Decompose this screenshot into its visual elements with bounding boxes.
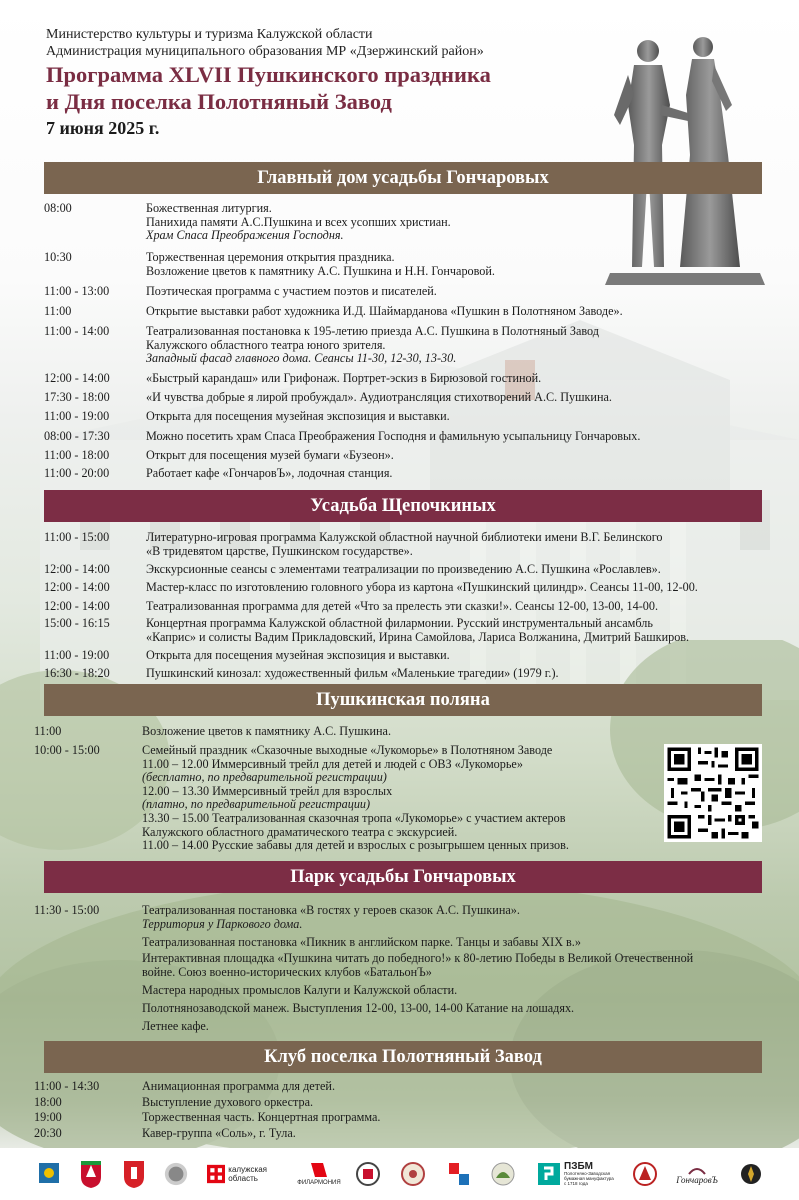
museum-seal-icon — [163, 1156, 189, 1192]
pzbm-subtitle: Полотняно-Заводская бумажная мануфактура с 1718 года — [564, 1171, 614, 1186]
pzbm-logo — [537, 1156, 617, 1192]
event-text: Пушкинский кинозал: художественный фильм «Маленькие трагедии» (1979 г.). — [146, 666, 559, 680]
event-text: Театрализованная постановка «Пикник в английском парке. Танцы и забавы XIX в.» — [142, 935, 581, 949]
event-time: 11:00 - 14:30 — [34, 1079, 100, 1093]
event-text: «И чувства добрые я лирой пробуждал». Аудиотрансляция стихотворений А.С. Пушкина. — [146, 390, 612, 404]
event-text: Открытие выставки работ художника И.Д. Шаймарданова «Пушкин в Полотняном Заводе». — [146, 304, 623, 318]
round-emblem-icon — [490, 1156, 516, 1192]
event-text: Экскурсионные сеансы с элементами театрализации по произведению А.С. Пушкина «Рославлев». — [146, 562, 661, 576]
kaluga-logo-text-2: область — [228, 1174, 258, 1183]
event-text: Торжественная церемония открытия праздника. — [146, 250, 395, 264]
event-note: (платно, по предварительной регистрации) — [142, 797, 371, 812]
event-time: 12:00 - 14:00 — [44, 371, 110, 385]
section-title-pushkin-glade: Пушкинская поляна — [44, 684, 762, 716]
event-text: 12.00 – 13.30 Иммерсивный трейл для взрослых — [142, 783, 393, 798]
event-time: 08:00 - 17:30 — [44, 429, 110, 443]
event-time: 17:30 - 18:00 — [44, 390, 110, 404]
event-text: Открыта для посещения музейная экспозиция и выставки. — [146, 648, 450, 662]
ministry-line-2: Администрация муниципального образования МР «Дзержинский район» — [46, 44, 484, 59]
event-text: Возложение цветов к памятнику А.С. Пушкина. — [142, 724, 392, 738]
orange-blue-logo — [446, 1156, 472, 1192]
event-text: Концертная программа Калужской областной филармонии. Русский инструментальный ансамбль — [146, 616, 653, 630]
event-text: Божественная литургия. — [146, 201, 272, 215]
theatre-logo — [355, 1156, 381, 1192]
event-time: 18:00 — [34, 1095, 62, 1109]
goncharov-text: ГончаровЪ — [676, 1174, 718, 1185]
event-text: войне. Союз военно-исторических клубов «БатальонЪ» — [142, 964, 432, 979]
event-text: Театрализованная постановка «В гостях у героев сказок А.С. Пушкина». — [142, 903, 520, 917]
goncharov-logo — [676, 1156, 718, 1192]
event-text: Мастер-класс по изготовлению головного убора из картона «Пушкинский цилиндр». Сеансы 11-00, 12-00. — [146, 580, 698, 594]
event-text: Калужского областного театра юного зрителя. — [146, 337, 386, 352]
event-time: 10:00 - 15:00 — [34, 743, 100, 757]
kaluga-oblast-logo — [207, 1156, 267, 1192]
event-time: 11:00 - 14:00 — [44, 324, 110, 338]
event-text: Панихида памяти А.С.Пушкина и всех усопших христиан. — [146, 214, 451, 229]
section-title-shchepochkin-estate: Усадьба Щепочкиных — [44, 490, 762, 522]
event-text: Кавер-группа «Соль», г. Тула. — [142, 1126, 296, 1140]
pushkin-goncharova-statue-image — [600, 35, 765, 285]
event-time: 11:00 — [34, 724, 62, 738]
event-text: Работает кафе «ГончаровЪ», лодочная станция. — [146, 466, 393, 480]
event-text: Возложение цветов к памятнику А.С. Пушкина и Н.Н. Гончаровой. — [146, 263, 495, 278]
event-time: 16:30 - 18:20 — [44, 666, 110, 680]
black-emblem-icon — [738, 1156, 764, 1192]
pzbm-text: ПЗБМ — [564, 1161, 593, 1172]
event-text: Калужского областного драматического театра с экскурсией. — [142, 824, 458, 839]
philharmonia-text: ФИЛАРМОНИЯ — [297, 1179, 341, 1186]
event-text: Семейный праздник «Сказочные выходные «Лукоморье» в Полотняном Заводе — [142, 743, 553, 757]
section-title-main-house: Главный дом усадьбы Гончаровых — [44, 162, 762, 194]
event-text: Театрализованная программа для детей «Что за прелесть эти сказки!». Сеансы 12-00, 13-00, 14-00. — [146, 599, 659, 613]
event-text: Открыт для посещения музей бумаги «Бузеон». — [146, 448, 394, 462]
event-time: 11:00 - 20:00 — [44, 466, 110, 480]
event-time: 10:30 — [44, 250, 72, 264]
event-date: 7 июня 2025 г. — [46, 118, 160, 138]
ministry-logo — [36, 1156, 62, 1192]
section-title-goncharov-park: Парк усадьбы Гончаровых — [44, 861, 762, 893]
event-text: Торжественная часть. Концертная программа. — [142, 1110, 381, 1124]
event-time: 20:30 — [34, 1126, 62, 1140]
event-text: Театрализованная постановка к 195-летию приезда А.С. Пушкина в Полотняный Завод — [146, 324, 599, 338]
event-text: Мастера народных промыслов Калуги и Калужской области. — [142, 983, 458, 997]
event-note: Территория у Паркового дома. — [142, 916, 303, 931]
header — [46, 26, 606, 139]
title-line-1: Программа XLVII Пушкинского праздника — [46, 62, 491, 87]
event-text: «Быстрый карандаш» или Грифонаж. Портрет-эскиз в Бирюзовой гостиной. — [146, 371, 542, 385]
event-text: «В тридевятом царстве, Пушкинском государстве». — [146, 543, 413, 558]
event-time: 08:00 — [44, 201, 72, 215]
event-text: «Каприс» и солисты Вадим Прикладовский, Ирина Самойлова, Лариса Волжанина, Дмитрий Башкиров. — [146, 629, 690, 644]
event-note: (бесплатно, по предварительной регистрации) — [142, 770, 387, 785]
event-text: 11.00 – 12.00 Иммерсивный трейл для детей и людей с ОВЗ «Лукоморье» — [142, 756, 523, 771]
trees-background — [0, 640, 799, 1150]
event-time: 11:30 - 15:00 — [34, 903, 100, 917]
event-time: 11:00 - 15:00 — [44, 530, 110, 544]
event-text: 11.00 – 14.00 Русские забавы для детей и взрослых с розыгрышем ценных призов. — [142, 838, 569, 853]
library-logo — [400, 1156, 426, 1192]
sponsor-logos — [0, 1148, 799, 1200]
event-text: Литературно-игровая программа Калужской областной научной библиотеки имени В.Г. Белинского — [146, 530, 663, 544]
event-time: 15:00 - 16:15 — [44, 616, 110, 630]
red-crest-icon — [632, 1156, 658, 1192]
event-text: Интерактивная площадка «Пушкина читать до победного!» к 80-летию Победы в Великой Отечественной — [142, 951, 694, 965]
title-line-2: и Дня поселка Полотняный Завод — [46, 89, 392, 114]
event-note: Храм Спаса Преображения Господня. — [146, 228, 344, 243]
dzerzhinsky-district-emblem-icon — [121, 1156, 147, 1192]
event-time: 11:00 — [44, 304, 72, 318]
event-time: 12:00 - 14:00 — [44, 562, 110, 576]
event-text: Полотнянозаводской манеж. Выступления 12-00, 13-00, 14-00 Катание на лошадях. — [142, 1001, 575, 1015]
section-title-village-club: Клуб поселка Полотняный Завод — [44, 1041, 762, 1073]
event-text: Летнее кафе. — [142, 1019, 209, 1033]
event-text: Анимационная программа для детей. — [142, 1079, 335, 1093]
event-text: Открыта для посещения музейная экспозиция и выставки. — [146, 409, 450, 423]
event-time: 11:00 - 19:00 — [44, 648, 110, 662]
event-time: 19:00 — [34, 1110, 62, 1124]
event-text: Можно посетить храм Спаса Преображения Господня и фамильную усыпальницу Гончаровых. — [146, 429, 641, 443]
event-text: Выступление духового оркестра. — [142, 1095, 314, 1109]
kaluga-logo-text-1: калужская — [228, 1165, 267, 1174]
event-text: Поэтическая программа с участием поэтов и писателей. — [146, 284, 437, 298]
event-time: 12:00 - 14:00 — [44, 580, 110, 594]
ministry-line-1: Министерство культуры и туризма Калужской области — [46, 27, 373, 42]
philharmonia-logo — [296, 1156, 342, 1192]
kaluga-region-emblem-icon — [78, 1156, 104, 1192]
event-note: Западный фасад главного дома. Сеансы 11-30, 12-30, 13-30. — [146, 351, 457, 366]
qr-code[interactable] — [664, 744, 762, 842]
event-time: 12:00 - 14:00 — [44, 599, 110, 613]
event-time: 11:00 - 19:00 — [44, 409, 110, 423]
event-time: 11:00 - 18:00 — [44, 448, 110, 462]
event-time: 11:00 - 13:00 — [44, 284, 110, 298]
event-text: 13.30 – 15.00 Театрализованная сказочная тропа «Лукоморье» с участием актеров — [142, 810, 566, 825]
